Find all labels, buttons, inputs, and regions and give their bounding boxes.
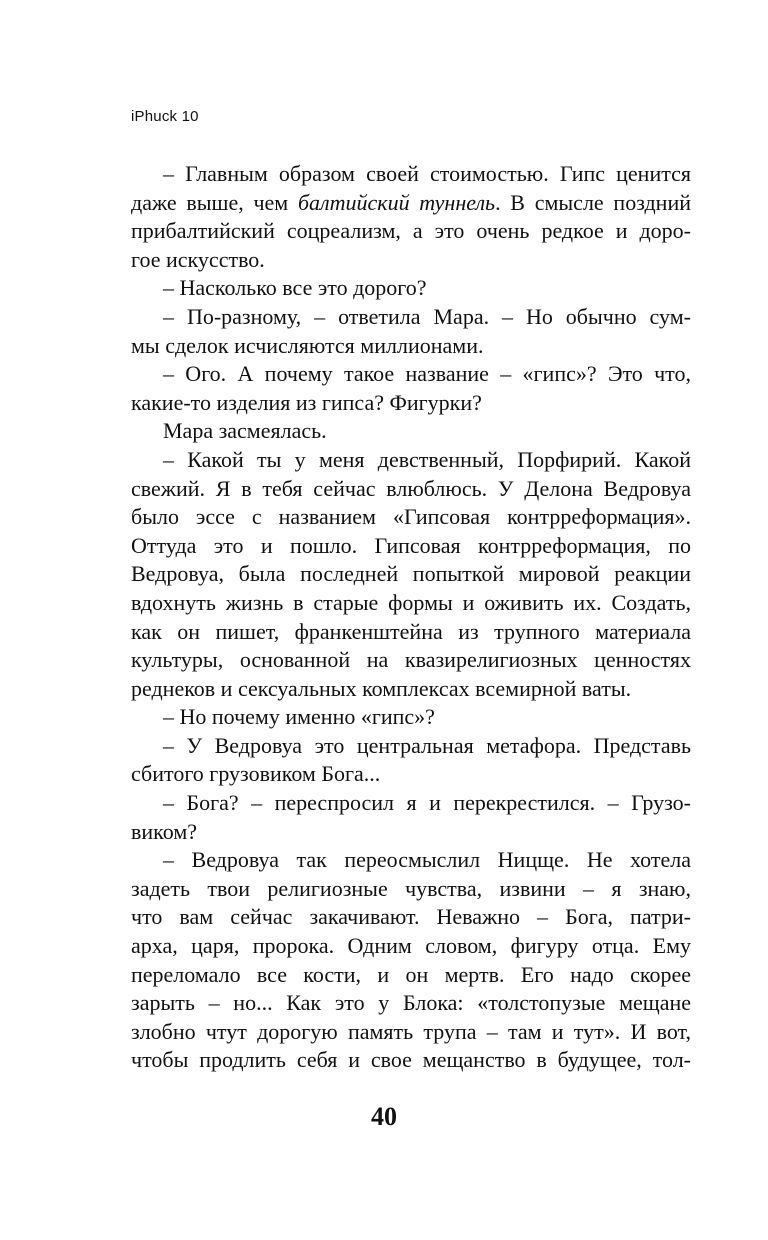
text-line: – Какой ты у меня девственный, Порфирий. Какой [163, 446, 691, 472]
text-line: виком? [131, 818, 197, 844]
text-line: – По-разному, – ответила Мара. – Но обычно сум- [163, 303, 691, 329]
text-line: – Насколько все это дорого? [163, 275, 427, 301]
text-line: чтобы продлить себя и свое мещанство в будущее, тол- [131, 1047, 691, 1073]
text-line: свежий. Я в тебя сейчас влюблюсь. У Делона Ведровуа [131, 475, 691, 501]
text-line: вдохнуть жизнь в старые формы и оживить их. Создать, [131, 589, 691, 615]
text-line: Оттуда это и пошло. Гипсовая контрреформация, по [131, 532, 691, 558]
body-text [131, 160, 691, 1075]
text-line: – Бога? – переспросил я и перекрестился. – Грузо- [163, 790, 691, 816]
text-line: переломало все кости, и он мертв. Его надо скорее [131, 961, 691, 987]
text-line: – У Ведровуа это центральная метафора. Представь [163, 732, 691, 758]
text-line: было эссе с названием «Гипсовая контрреформация». [131, 504, 691, 530]
text-line: сбитого грузовиком Бога... [131, 761, 381, 787]
text-line: реднеков и сексуальных комплексах всемирной ваты. [131, 675, 632, 701]
page-number: 40 [371, 1102, 397, 1131]
text-line: что вам сейчас закачивают. Неважно – Бога, патри- [131, 904, 691, 930]
text-segment: . В смысле поздний [495, 189, 691, 215]
text-line: мы сделок исчисляются миллионами. [131, 332, 484, 358]
text-line: прибалтийский соцреализм, а это очень редкое и доро- [131, 218, 691, 244]
text-line: культуры, основанной на квазирелигиозных ценностях [131, 647, 691, 673]
text-line: гое искусство. [131, 246, 265, 272]
text-line: задеть твои религиозные чувства, извини – я знаю, [131, 875, 691, 901]
text-segment: даже выше, чем [131, 189, 298, 215]
text-line: как он пишет, франкенштейна из трупного материала [131, 618, 691, 644]
text-line: – Ого. А почему такое название – «гипс»? Это что, [163, 361, 691, 387]
text-line [131, 189, 691, 218]
text-line: зарыть – но... Как это у Блока: «толстопузые мещане [131, 990, 691, 1016]
italic-phrase: балтийский туннель [297, 189, 496, 215]
running-head: iPhuck 10 [131, 108, 199, 125]
text-line: злобно чтут дорогую память трупа – там и тут». И вот, [131, 1018, 691, 1044]
text-line: Мара засмеялась. [163, 418, 327, 444]
text-line: – Ведровуа так переосмыслил Ницще. Не хотела [163, 847, 691, 873]
text-line: арха, царя, пророка. Одним словом, фигуру отца. Ему [131, 933, 691, 959]
text-line: – Но почему именно «гипс»? [163, 704, 435, 730]
text-line: Ведровуа, была последней попыткой мировой реакции [131, 561, 691, 587]
text-line: – Главным образом своей стоимостью. Гипс ценится [163, 161, 691, 186]
text-line: какие-то изделия из гипса? Фигурки? [131, 389, 482, 415]
